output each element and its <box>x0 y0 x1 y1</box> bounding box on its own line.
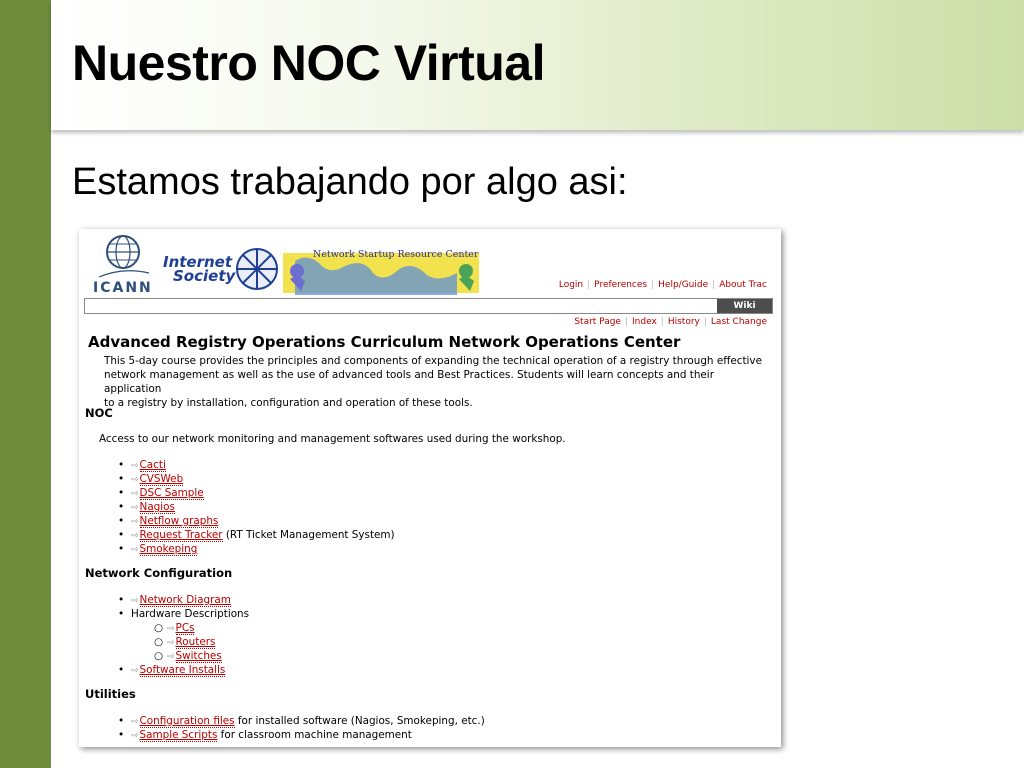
list-item <box>118 528 395 542</box>
external-link-icon: ⇨ <box>167 652 175 662</box>
list-item <box>118 542 395 556</box>
slide-subtitle: Estamos trabajando por algo asi: <box>72 161 628 203</box>
external-link-icon: ⇨ <box>131 503 139 513</box>
start-page-link[interactable]: Start Page <box>574 317 621 327</box>
external-link-icon: ⇨ <box>131 475 139 485</box>
circle-bullet: ○ <box>154 636 164 648</box>
external-link-icon: ⇨ <box>131 531 139 541</box>
routers-link[interactable]: Routers <box>175 636 216 648</box>
meta-navigation: Login | Preferences | Help/Guide | About Trac <box>558 280 767 290</box>
bullet: • <box>118 729 125 741</box>
dsc-sample-link[interactable]: DSC Sample <box>139 487 204 499</box>
nsrc-logo-text: Network Startup Resource Center <box>313 249 479 260</box>
bullet: • <box>118 594 125 606</box>
software-installs-link[interactable]: Software Installs <box>139 664 226 676</box>
list-item <box>154 635 222 649</box>
help-guide-link[interactable]: Help/Guide <box>658 280 709 290</box>
list-item <box>118 728 485 742</box>
configuration-files-link[interactable]: Configuration files <box>139 715 235 727</box>
network-configuration-heading: Network Configuration <box>85 566 233 580</box>
external-link-icon: ⇨ <box>131 717 139 727</box>
netflow-graphs-link[interactable]: Netflow graphs <box>139 515 219 527</box>
cacti-link[interactable]: Cacti <box>139 459 166 471</box>
noc-link-list <box>118 458 395 556</box>
description-line: network management as well as the use of advanced tools and Best Practices. Students will learn concepts and their application <box>104 369 714 395</box>
bullet: • <box>118 543 125 555</box>
left-accent-bar <box>0 0 51 768</box>
isoc-logo <box>163 249 277 289</box>
history-link[interactable]: History <box>667 317 700 327</box>
hardware-descriptions-label: Hardware Descriptions <box>131 608 250 620</box>
configuration-files-note: for installed software (Nagios, Smokeping, etc.) <box>234 715 485 727</box>
sample-scripts-link[interactable]: Sample Scripts <box>139 729 218 741</box>
isoc-logo-line1: Internet <box>163 253 233 271</box>
list-item <box>154 649 222 663</box>
wiki-tab[interactable]: Wiki <box>717 299 772 313</box>
noc-heading: NOC <box>85 406 113 420</box>
external-link-icon: ⇨ <box>131 489 139 499</box>
list-item <box>118 514 395 528</box>
preferences-link[interactable]: Preferences <box>594 280 648 290</box>
context-navigation: Start Page | Index | History | Last Change <box>574 317 767 327</box>
smokeping-link[interactable]: Smokeping <box>139 543 198 555</box>
index-link[interactable]: Index <box>632 317 657 327</box>
embedded-screenshot <box>79 229 781 747</box>
network-diagram-link[interactable]: Network Diagram <box>139 594 231 606</box>
bullet: • <box>118 515 125 527</box>
pcs-link[interactable]: PCs <box>175 622 195 634</box>
list-item <box>118 458 395 472</box>
bullet: • <box>118 473 125 485</box>
list-item <box>118 500 395 514</box>
isoc-logo-line2: Society <box>173 267 236 285</box>
sample-scripts-note: for classroom machine management <box>217 729 412 741</box>
icann-logo <box>93 236 153 295</box>
bullet: • <box>118 664 125 676</box>
page-description <box>104 354 764 410</box>
bullet: • <box>118 459 125 471</box>
external-link-icon: ⇨ <box>167 638 175 648</box>
header-logos <box>85 231 485 295</box>
nsrc-logo <box>283 249 479 295</box>
bullet: • <box>118 487 125 499</box>
hardware-sublist <box>154 621 222 663</box>
about-trac-link[interactable]: About Trac <box>719 280 767 290</box>
utilities-list <box>118 714 485 742</box>
page-heading: Advanced Registry Operations Curriculum Network Operations Center <box>88 333 681 351</box>
circle-bullet: ○ <box>154 650 164 662</box>
slide-title: Nuestro NOC Virtual <box>72 35 545 91</box>
noc-intro: Access to our network monitoring and management softwares used during the workshop. <box>99 433 566 445</box>
icann-logo-text: ICANN <box>93 280 153 295</box>
request-tracker-note: (RT Ticket Management System) <box>222 529 395 541</box>
external-link-icon: ⇨ <box>131 731 139 741</box>
list-item <box>118 472 395 486</box>
list-item <box>118 714 485 728</box>
external-link-icon: ⇨ <box>167 624 175 634</box>
nagios-link[interactable]: Nagios <box>139 501 175 513</box>
external-link-icon: ⇨ <box>131 666 139 676</box>
list-item <box>118 593 249 607</box>
request-tracker-link[interactable]: Request Tracker <box>139 529 223 541</box>
bullet: • <box>118 501 125 513</box>
main-nav-bar <box>84 298 773 314</box>
list-item <box>118 607 250 663</box>
circle-bullet: ○ <box>154 622 164 634</box>
list-item <box>154 621 222 635</box>
bullet: • <box>118 529 125 541</box>
external-link-icon: ⇨ <box>131 461 139 471</box>
utilities-heading: Utilities <box>85 687 136 701</box>
description-line: This 5-day course provides the principles and components of expanding the technical operation of a registry through effective <box>104 355 762 367</box>
switches-link[interactable]: Switches <box>175 650 222 662</box>
description-line: to a registry by installation, configuration and operation of these tools. <box>104 397 473 409</box>
list-item <box>118 663 249 677</box>
last-change-link[interactable]: Last Change <box>710 317 767 327</box>
bullet: • <box>118 715 125 727</box>
bullet: • <box>118 608 125 620</box>
external-link-icon: ⇨ <box>131 545 139 555</box>
netconf-list <box>118 593 250 677</box>
cvsweb-link[interactable]: CVSWeb <box>139 473 184 485</box>
login-link[interactable]: Login <box>558 280 584 290</box>
external-link-icon: ⇨ <box>131 517 139 527</box>
external-link-icon: ⇨ <box>131 596 139 606</box>
list-item <box>118 486 395 500</box>
